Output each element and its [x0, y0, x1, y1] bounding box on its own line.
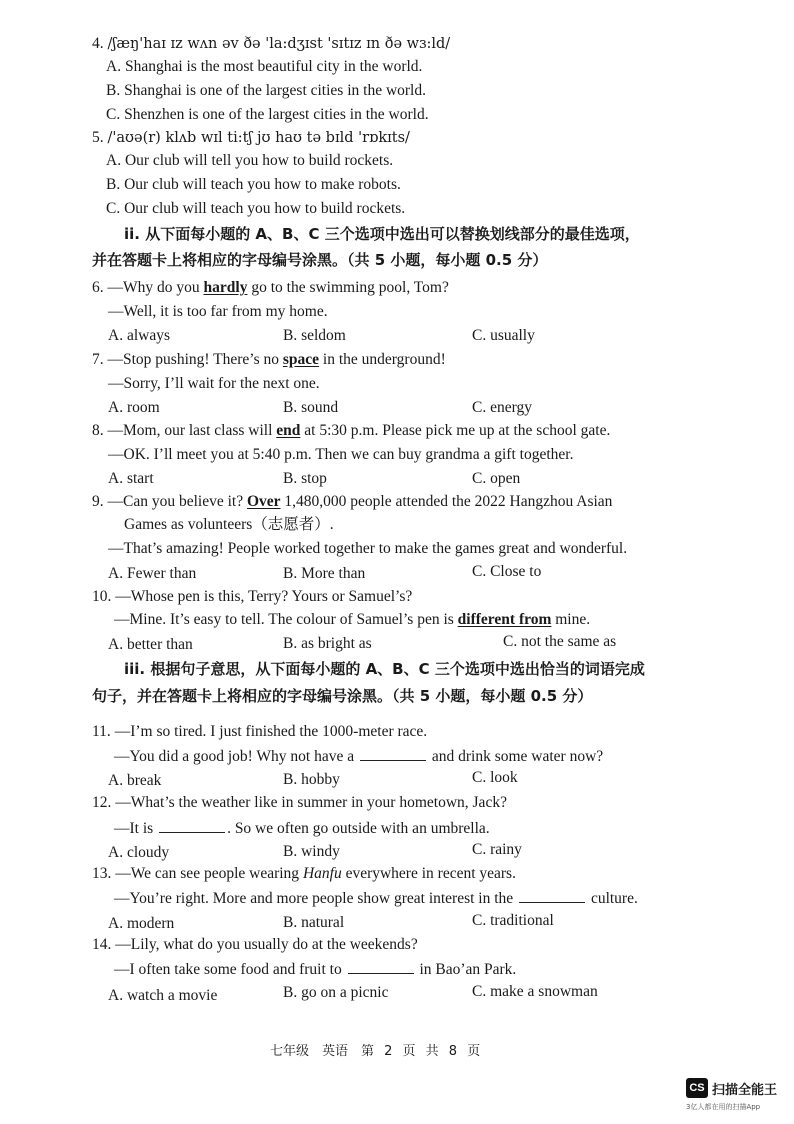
option-a: A. room: [108, 399, 160, 416]
reply-text-part: —Mine. It’s easy to tell. The colour of Samuel’s pen is: [114, 611, 458, 628]
question-text: —What’s the weather like in summer in your hometown, Jack?: [115, 794, 507, 811]
option-a: A. break: [108, 772, 162, 789]
question-14: [92, 935, 418, 955]
question-text: at 5:30 p.m. Please pick me up at the school gate.: [300, 422, 611, 439]
phonetic-text: /'aʊə(r) klʌb wɪl ti:tʃ jʊ haʊ tə bɪld 'rɒkɪts/: [107, 130, 410, 146]
question-text: —We can see people wearing: [115, 865, 303, 882]
option-b: B. More than: [283, 565, 366, 582]
option-a: A. watch a movie: [108, 987, 218, 1004]
question-text: —Can you believe it?: [107, 493, 247, 510]
option-a: A. start: [108, 470, 154, 487]
option-c: C. Close to: [472, 563, 542, 580]
reply-text: [114, 959, 516, 980]
option-c: C. open: [472, 470, 521, 487]
option-c: C. not the same as: [503, 633, 617, 650]
section-iii-instruction-cont: 句子，并在答题卡上将相应的字母编号涂黑。（共 5 小题，每小题 0.5 分）: [92, 687, 593, 705]
question-number: 7.: [92, 351, 104, 368]
option-c: C. look: [472, 769, 518, 786]
question-text: in the underground!: [319, 351, 446, 368]
reply-text-part: —You did a good job! Why not have a: [114, 748, 358, 765]
section-ii-instruction: ii. 从下面每小题的 A、B、C 三个选项中选出可以替换划线部分的最佳选项，: [124, 225, 640, 243]
option-b: B. seldom: [283, 327, 346, 344]
question-number: 12.: [92, 794, 112, 811]
underlined-word: different from: [457, 611, 552, 628]
option-c: C. usually: [472, 327, 535, 344]
reply-text: [114, 746, 603, 767]
option-b: B. sound: [283, 399, 339, 416]
page-footer: 七年级 英语 第 2 页 共 8 页: [270, 1044, 481, 1059]
question-5: [92, 128, 410, 148]
scanner-watermark: [686, 1078, 786, 1118]
underlined-word: Over: [246, 493, 281, 510]
question-number: 11.: [92, 723, 111, 740]
option-b: B. go on a picnic: [283, 984, 389, 1001]
option-a: A. cloudy: [108, 844, 170, 861]
reply-text-part: and drink some water now?: [427, 748, 604, 765]
question-13: [92, 864, 516, 884]
option-c: C. rainy: [472, 841, 522, 858]
section-ii-instruction-cont: 并在答题卡上将相应的字母编号涂黑。（共 5 小题，每小题 0.5 分）: [92, 251, 548, 269]
underlined-word: space: [282, 351, 320, 368]
question-number: 5.: [92, 129, 104, 146]
question-number: 9.: [92, 493, 104, 510]
reply-text: —That’s amazing! People worked together to make the games great and wonderful.: [108, 540, 628, 557]
answer-blank: [519, 888, 585, 903]
option-b: B. stop: [283, 470, 327, 487]
underlined-word: end: [276, 422, 301, 439]
question-text: —Why do you: [107, 279, 204, 296]
option-b: B. hobby: [283, 771, 340, 788]
question-6: [92, 278, 449, 298]
reply-text-part: —I often take some food and fruit to: [114, 961, 346, 978]
question-10: [92, 587, 412, 607]
reply-text-part: —It is: [114, 820, 158, 837]
reply-text-part: in Bao’an Park.: [415, 961, 517, 978]
question-text: —Lily, what do you usually do at the weekends?: [115, 936, 418, 953]
question-number: 6.: [92, 279, 104, 296]
scanner-tagline: 3亿人都在用的扫描App: [686, 1103, 761, 1111]
question-number: 4.: [92, 35, 104, 52]
option-a: A. Our club will tell you how to build rockets.: [106, 152, 394, 169]
option-b: B. Our club will teach you how to make robots.: [106, 176, 401, 193]
option-b: B. as bright as: [283, 635, 372, 652]
question-text: —I’m so tired. I just finished the 1000-meter race.: [114, 723, 428, 740]
option-a: A. modern: [108, 915, 175, 932]
reply-text: —OK. I’ll meet you at 5:40 p.m. Then we can buy grandma a gift together.: [108, 446, 574, 463]
option-c: C. Our club will teach you how to build rockets.: [106, 200, 406, 217]
question-number: 10.: [92, 588, 112, 605]
option-a: A. better than: [108, 636, 193, 653]
option-c: C. make a snowman: [472, 983, 598, 1000]
question-text: everywhere in recent years.: [341, 865, 516, 882]
phonetic-text: /ʃæŋ'haɪ ɪz wʌn əv ðə 'la:dʒɪst 'sɪtɪz ɪn ðə wɜ:ld/: [107, 36, 451, 52]
reply-text: —Sorry, I’ll wait for the next one.: [108, 375, 320, 392]
option-a: A. Shanghai is the most beautiful city in the world.: [106, 58, 423, 75]
scanner-app-name: 扫描全能王: [712, 1083, 778, 1098]
option-a: A. Fewer than: [108, 565, 197, 582]
italic-word: Hanfu: [302, 865, 342, 882]
reply-text-part: . So we often go outside with an umbrella.: [227, 820, 490, 837]
question-text: 1,480,000 people attended the 2022 Hangzhou Asian: [280, 493, 613, 510]
option-b: B. Shanghai is one of the largest cities in the world.: [106, 82, 426, 99]
question-number: 13.: [92, 865, 112, 882]
question-text: go to the swimming pool, Tom?: [247, 279, 449, 296]
option-c: C. traditional: [472, 912, 554, 929]
question-9: [92, 492, 612, 512]
option-c: C. Shenzhen is one of the largest cities in the world.: [106, 106, 429, 123]
reply-text-part: mine.: [551, 611, 591, 628]
reply-text: —Well, it is too far from my home.: [108, 303, 328, 320]
question-text: —Mom, our last class will: [107, 422, 277, 439]
option-c: C. energy: [472, 399, 532, 416]
underlined-word: hardly: [203, 279, 248, 296]
answer-blank: [360, 746, 426, 761]
section-iii-instruction: iii. 根据句子意思，从下面每小题的 A、B、C 三个选项中选出恰当的词语完成: [124, 660, 645, 678]
question-number: 14.: [92, 936, 112, 953]
reply-text-part: —You’re right. More and more people show great interest in the: [114, 890, 518, 907]
question-7: [92, 350, 446, 370]
question-12: [92, 793, 507, 813]
option-a: A. always: [108, 327, 170, 344]
answer-blank: [159, 818, 225, 833]
question-text: —Stop pushing! There’s no: [107, 351, 283, 368]
option-b: B. natural: [283, 914, 345, 931]
question-text: —Whose pen is this, Terry? Yours or Samuel’s?: [115, 588, 413, 605]
reply-text: [114, 888, 638, 909]
option-b: B. windy: [283, 843, 340, 860]
reply-text: [114, 818, 490, 839]
question-4: [92, 34, 450, 54]
question-number: 8.: [92, 422, 104, 439]
reply-text-part: culture.: [587, 890, 638, 907]
question-11: [92, 722, 427, 742]
question-text-cont: Games as volunteers（志愿者）.: [124, 516, 334, 533]
camscanner-logo-icon: CS: [686, 1078, 708, 1098]
reply-text: [114, 610, 590, 630]
answer-blank: [348, 959, 414, 974]
question-8: [92, 421, 610, 441]
